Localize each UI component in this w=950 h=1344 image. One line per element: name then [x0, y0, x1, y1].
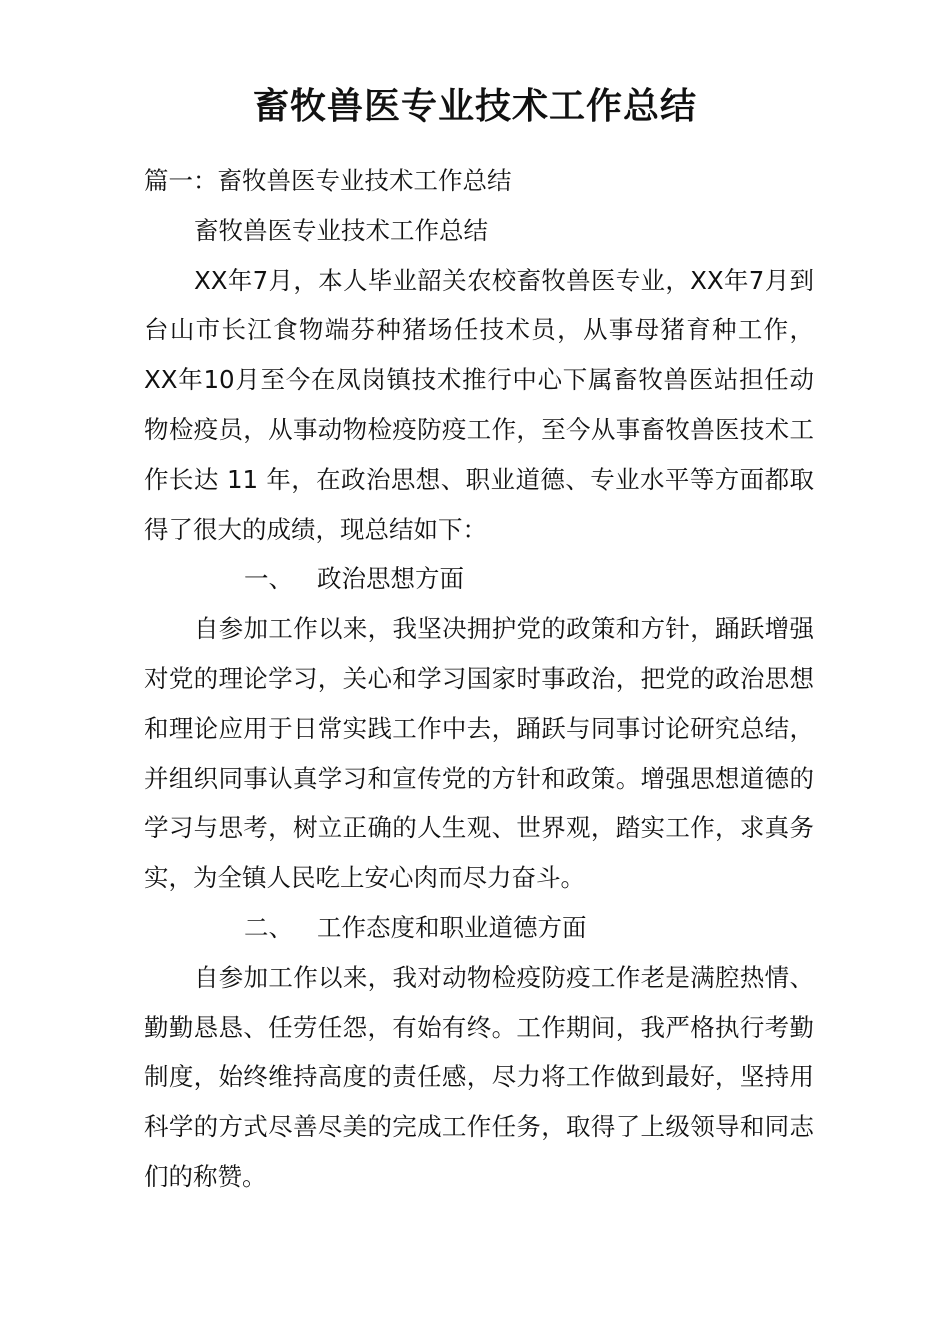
document-title: 畜牧兽医专业技术工作总结: [252, 86, 697, 127]
heading-political-text: 政治思想方面: [317, 564, 464, 594]
heading-political-number: 一、: [244, 564, 293, 594]
heading-political: [144, 554, 814, 604]
heading-attitude-text: 工作态度和职业道德方面: [317, 912, 587, 942]
political-paragraph: 自参加工作以来，我坚决拥护党的政策和方针，踊跃增强对党的理论学习，关心和学习国家时事政治，把党的政治思想和理论应用于日常实践工作中去，踊跃与同事讨论研究总结，并组织同事认真学习和宣传党的方针和政策。增强思想道德的学习与思考，树立正确的人生观、世界观，踏实工作，求真务实，为全镇人民吃上安心肉而尽力奋斗。: [144, 614, 814, 893]
heading-attitude: [144, 903, 814, 953]
sub-title: 畜牧兽医专业技术工作总结: [194, 215, 488, 245]
section-label: 篇一：畜牧兽医专业技术工作总结: [144, 166, 512, 195]
heading-attitude-number: 二、: [244, 912, 293, 942]
attitude-paragraph: 自参加工作以来，我对动物检疫防疫工作老是满腔热情、勤勤恳恳、任劳任怨，有始有终。工作期间，我严格执行考勤制度，始终维持高度的责任感，尽力将工作做到最好，坚持用科学的方式尽善尽美的完成工作任务，取得了上级领导和同志们的称赞。: [144, 962, 814, 1191]
document-body: [144, 156, 814, 1202]
intro-paragraph: XX年7月，本人毕业韶关农校畜牧兽医专业，XX年7月到台山市长江食物端芬种猪场任技术员，从事母猪育种工作，XX年10月至今在凤岗镇技术推行中心下属畜牧兽医站担任动物检疫员，从事动物检疫防疫工作，至今从事畜牧兽医技术工作长达 11 年，在政治思想、职业道德、专业水平等方面都取得了很大的成绩，现总结如下：: [144, 265, 814, 544]
